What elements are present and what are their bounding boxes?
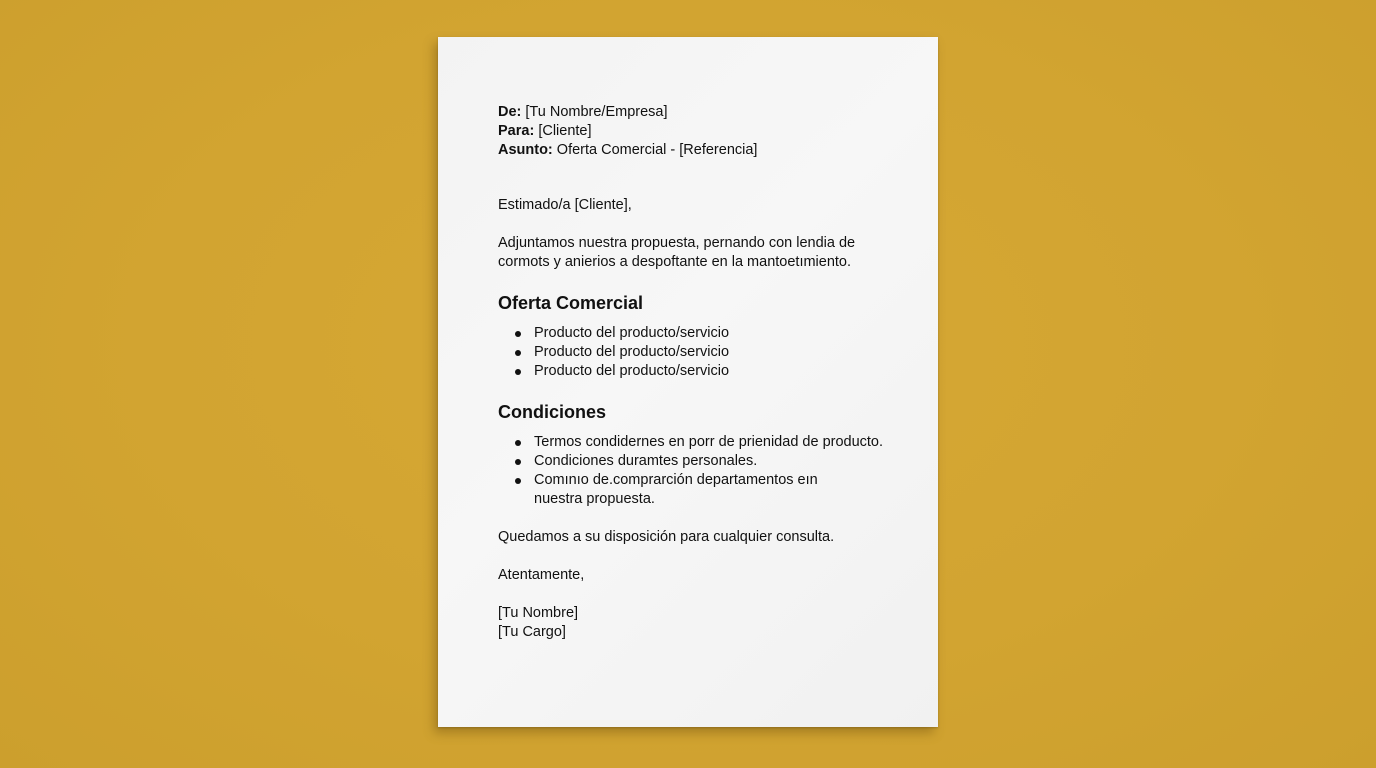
availability-text: Quedamos a su disposición para cualquier consulta. bbox=[498, 529, 835, 545]
conditions-heading: Condiciones bbox=[498, 402, 607, 422]
offer-item-text: Producto del producto/servicio bbox=[534, 344, 730, 360]
offer-list-item bbox=[534, 324, 898, 343]
offer-heading: Oferta Comercial bbox=[498, 293, 644, 313]
bullet-icon bbox=[515, 440, 521, 446]
from-line bbox=[498, 103, 898, 122]
intro-paragraph bbox=[498, 234, 898, 272]
conditions-list bbox=[498, 433, 898, 509]
bullet-icon bbox=[515, 331, 521, 337]
bullet-icon bbox=[515, 369, 521, 375]
subject-line bbox=[498, 141, 898, 160]
from-label: De: bbox=[498, 104, 522, 120]
condition-item-text: Termos condidernes en porr de prienidad de producto. bbox=[534, 434, 884, 450]
to-label: Para: bbox=[498, 123, 535, 139]
condition-item-text: Condiciones duramtes personales. bbox=[534, 453, 758, 469]
signature-name: [Tu Nombre] bbox=[498, 605, 579, 621]
bullet-icon bbox=[515, 478, 521, 484]
from-value: [Tu Nombre/Empresa] bbox=[525, 104, 668, 120]
subject-label: Asunto: bbox=[498, 142, 553, 158]
conditions-list-item bbox=[534, 452, 898, 471]
signature-position: [Tu Cargo] bbox=[498, 624, 566, 640]
regards-text: Atentamente, bbox=[498, 567, 585, 583]
letter-content bbox=[498, 103, 898, 642]
intro-line-2: cormots y anierios a despoftante en la mantoetımiento. bbox=[498, 254, 852, 270]
condition-item-text: Comınıo de.comprarción departamentos eın nuestra propuesta. bbox=[534, 472, 818, 507]
conditions-list-item bbox=[534, 433, 898, 452]
to-value: [Cliente] bbox=[538, 123, 592, 139]
bullet-icon bbox=[515, 350, 521, 356]
offer-list bbox=[498, 324, 898, 381]
to-line bbox=[498, 122, 898, 141]
offer-list-item bbox=[534, 343, 898, 362]
offer-item-text: Producto del producto/servicio bbox=[534, 363, 730, 379]
intro-line-1: Adjuntamos nuestra propuesta, pernando con lendia de bbox=[498, 235, 856, 251]
offer-item-text: Producto del producto/servicio bbox=[534, 325, 730, 341]
conditions-list-item bbox=[534, 471, 864, 509]
salutation: Estimado/a [Cliente], bbox=[498, 197, 632, 213]
letter-sheet bbox=[438, 37, 938, 727]
offer-list-item bbox=[534, 362, 898, 381]
signature-block bbox=[498, 604, 898, 642]
subject-value: Oferta Comercial - [Referencia] bbox=[556, 142, 758, 158]
bullet-icon bbox=[515, 459, 521, 465]
